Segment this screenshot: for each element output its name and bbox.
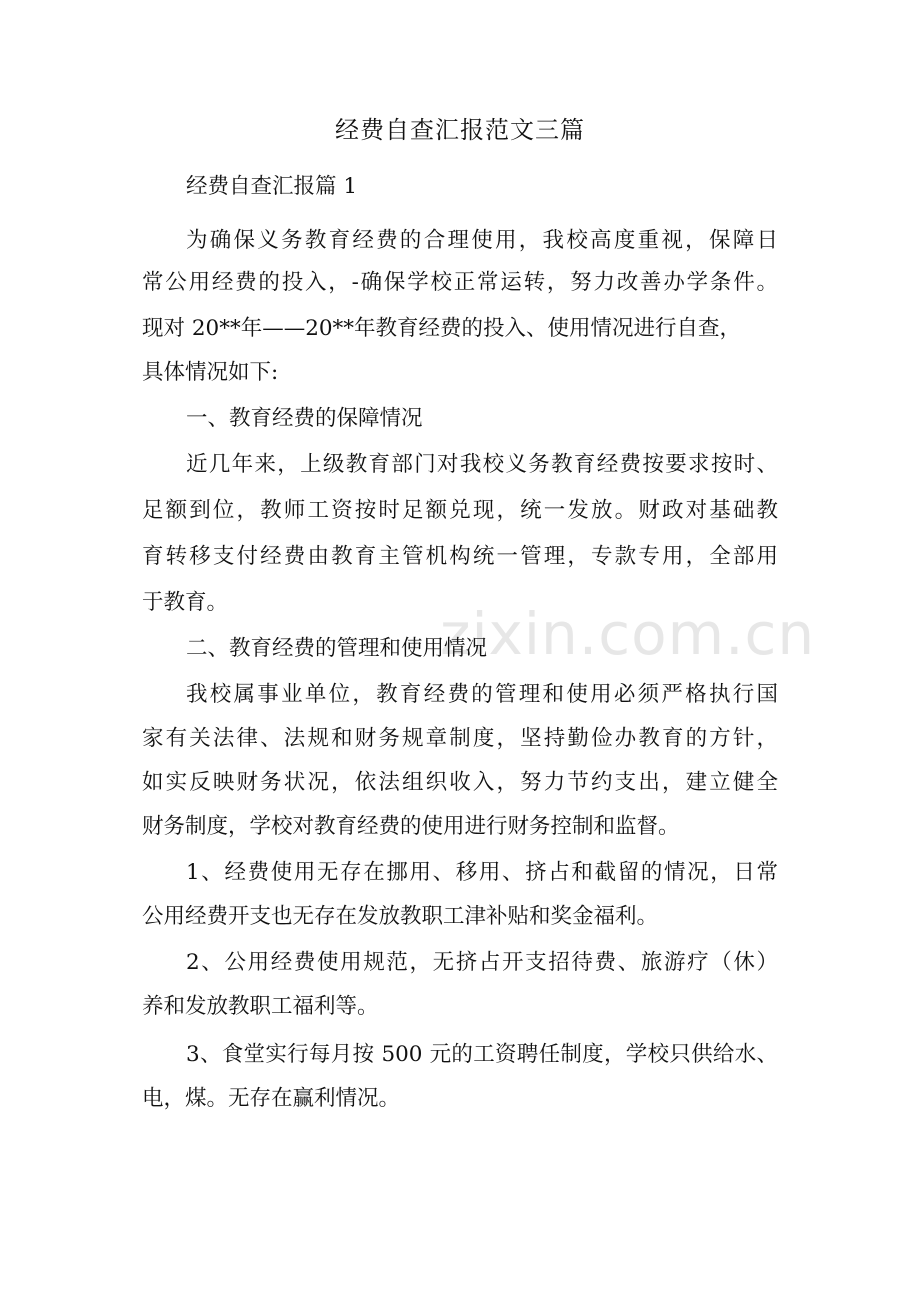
paragraph-line: 具体情况如下: <box>142 360 279 385</box>
paragraph-line: 我校属事业单位，教育经费的管理和使用必须严格执行国 <box>186 682 778 707</box>
paragraph-line: 如实反映财务状况，依法组织收入，努力节约支出，建立健全 <box>142 770 778 795</box>
paragraph-line: 育转移支付经费由教育主管机构统一管理，专款专用，全部用 <box>142 544 778 569</box>
paragraph-line: 常公用经费的投入，-确保学校正常运转，努力改善办学条件。 <box>142 270 778 295</box>
list-item: 1、经费使用无存在挪用、移用、挤占和截留的情况，日常 <box>186 860 778 885</box>
paragraph-line: 现对 20**年——20**年教育经费的投入、使用情况进行自查， <box>142 316 742 341</box>
paragraph-line: 近几年来，上级教育部门对我校义务教育经费按要求按时、 <box>186 452 778 477</box>
list-item: 3、食堂实行每月按 500 元的工资聘任制度，学校只供给水、 <box>186 1042 778 1067</box>
paragraph-line: 财务制度，学校对教育经费的使用进行财务控制和监督。 <box>142 814 680 839</box>
paragraph-line: 家有关法律、法规和财务规章制度，坚持勤俭办教育的方针， <box>142 726 778 751</box>
paragraph-line: 为确保义务教育经费的合理使用，我校高度重视，保障日 <box>186 228 778 253</box>
list-item: 2、公用经费使用规范，无挤占开支招待费、旅游疗（休） <box>186 950 778 975</box>
list-item-continuation: 公用经费开支也无存在发放教职工津补贴和奖金福利。 <box>142 904 659 929</box>
document-title: 经费自查汇报范文三篇 <box>335 116 585 144</box>
section-heading: 二、教育经费的管理和使用情况 <box>186 636 488 661</box>
section-heading: 一、教育经费的保障情况 <box>186 406 423 431</box>
paragraph-line: 足额到位，教师工资按时足额兑现，统一发放。财政对基础教 <box>142 498 778 523</box>
paragraph-line: 于教育。 <box>142 590 229 615</box>
list-item-continuation: 养和发放教职工福利等。 <box>142 994 379 1019</box>
section-heading: 经费自查汇报篇 1 <box>186 174 358 199</box>
watermark: zixin.com.cn <box>440 600 816 668</box>
list-item-continuation: 电，煤。无存在赢利情况。 <box>142 1086 401 1111</box>
